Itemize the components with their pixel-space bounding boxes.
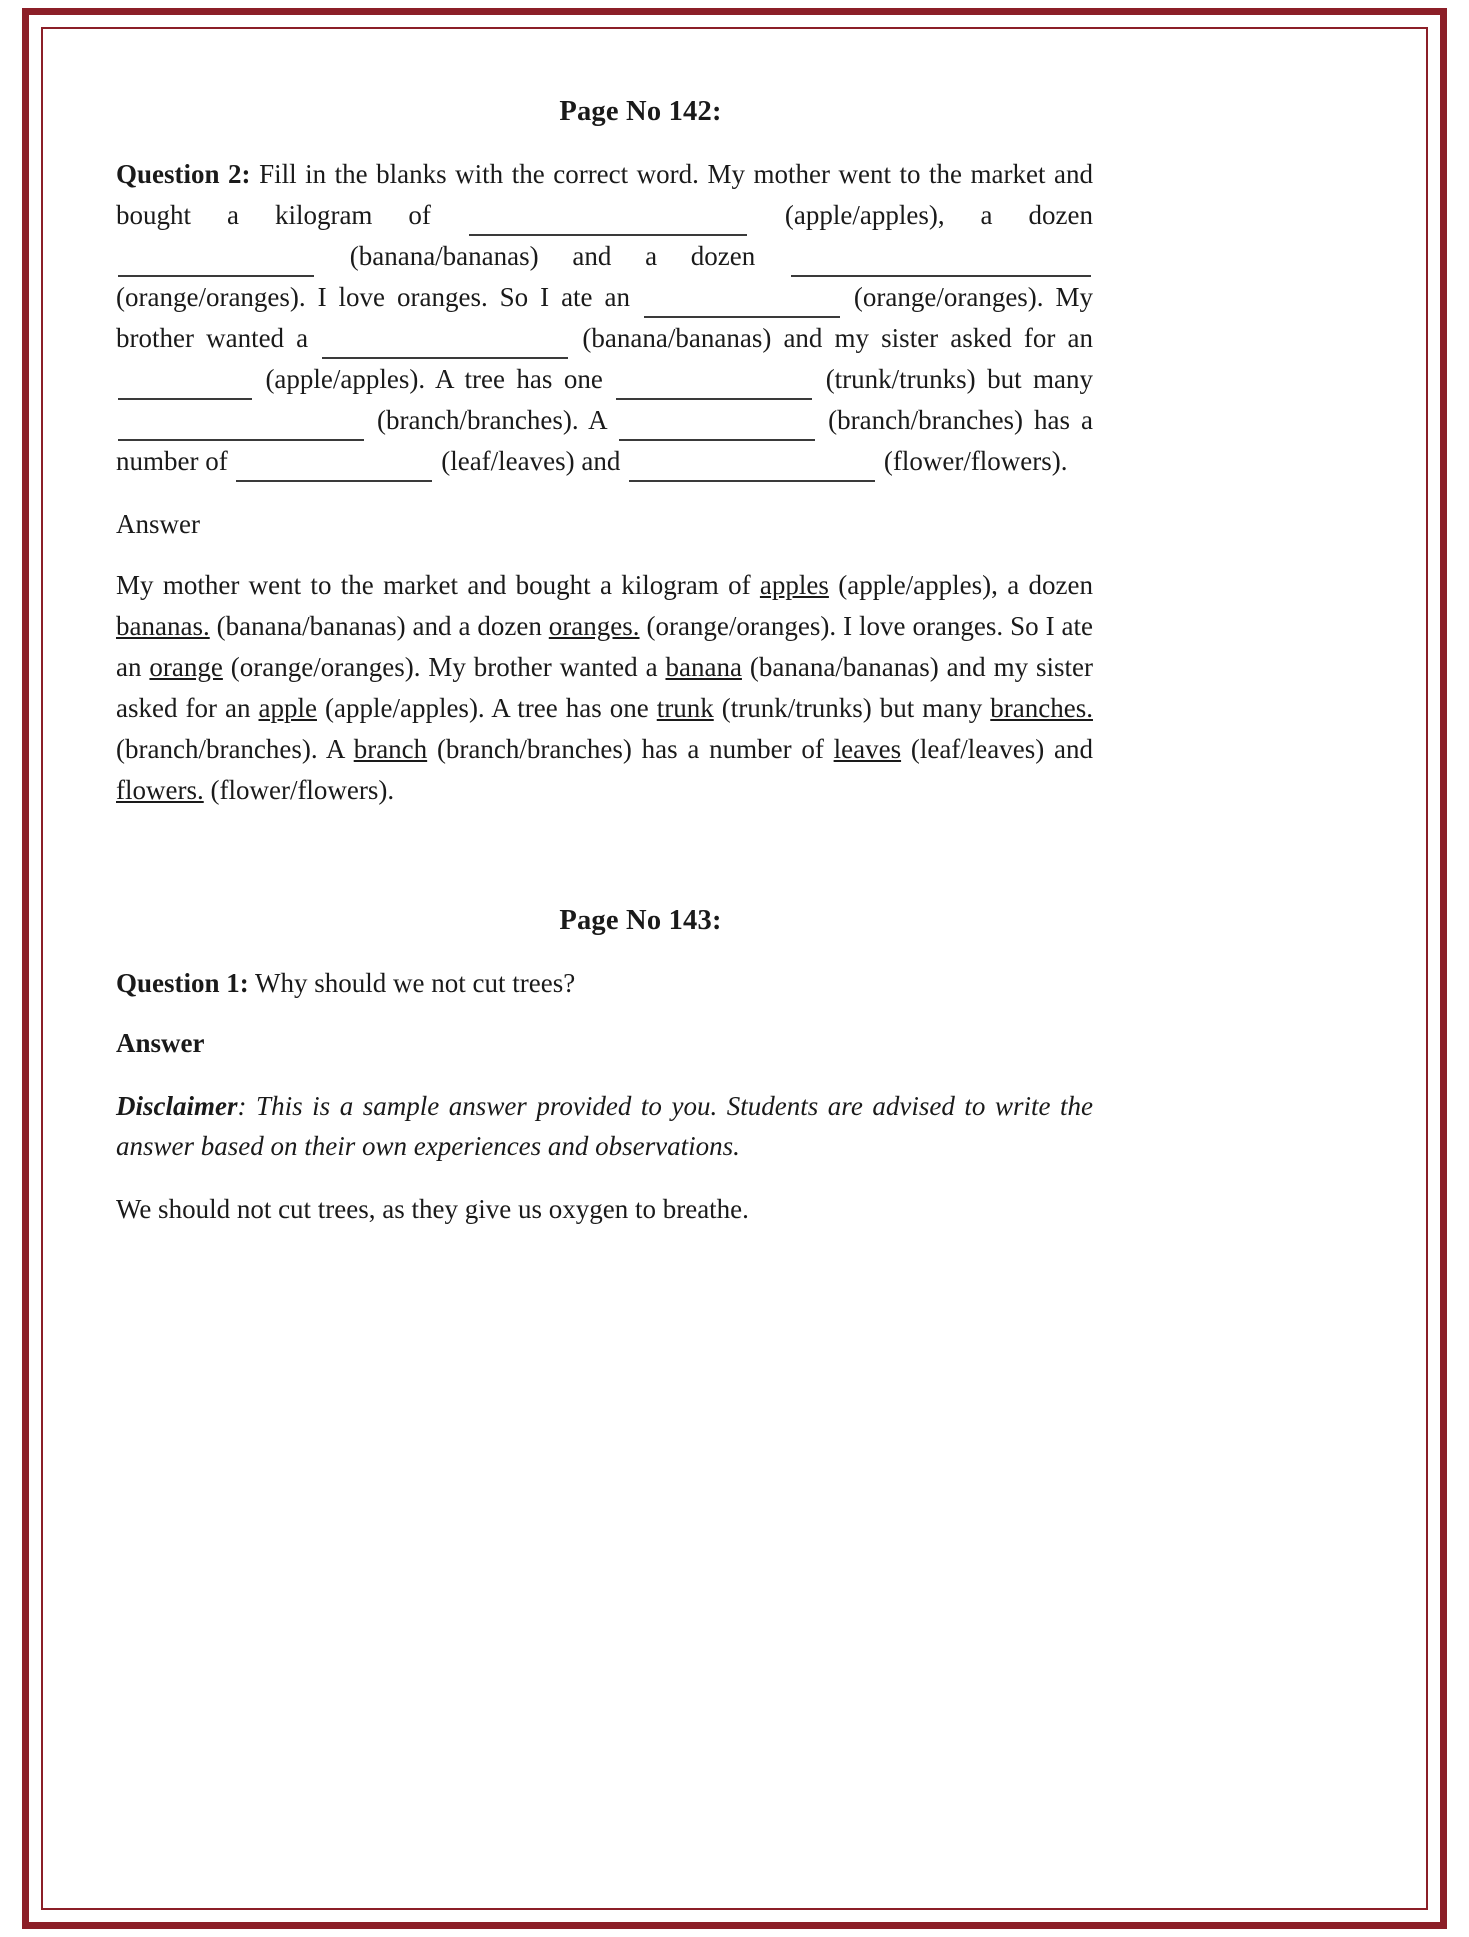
answer-label-142: Answer (116, 509, 200, 540)
question-2-text-p5: (orange/oranges). My brother wanted a (116, 282, 1094, 354)
question-2-text-p9: (branch/branches). A (377, 405, 607, 436)
answer-text-a11: (leaf/leaves) and (901, 733, 1093, 764)
question-2-text-p7: (apple/apples). A tree has one (265, 364, 603, 395)
section-spacer (116, 833, 1093, 905)
blank-1[interactable] (469, 205, 747, 236)
answer-label-143: Answer (116, 1028, 205, 1059)
answer-text-a9: (branch/branches). A (116, 733, 354, 764)
answer-word-oranges: oranges. (548, 610, 640, 641)
question-2-paragraph (116, 154, 1093, 482)
blank-5[interactable] (322, 328, 568, 359)
answer-text-a1: My mother went to the market and bought a kilogram of (116, 569, 760, 600)
answer-text-a7: (apple/apples). A tree has one (316, 692, 657, 723)
disclaimer-text: : This is a sample answer provided to you. Students are advised to write the answer based on their own experiences and observations. (116, 1090, 1093, 1162)
blank-4[interactable] (644, 287, 840, 318)
blank-8[interactable] (118, 410, 364, 441)
blank-7[interactable] (616, 369, 812, 400)
answer-word-apple: apple (258, 692, 317, 723)
answer-2-paragraph (116, 565, 1093, 811)
blank-2[interactable] (118, 246, 314, 277)
answer-text-a5: (orange/oranges). My brother wanted a (222, 651, 666, 682)
answer-word-branches: branches. (990, 692, 1093, 723)
document-content (116, 96, 1093, 1249)
page-142-heading: Page No 142: (559, 96, 722, 127)
answer-text-a6: (banana/bananas) and my sister asked for an (116, 651, 1093, 723)
page-143-heading: Page No 143: (559, 904, 722, 936)
blank-10[interactable] (236, 451, 432, 482)
answer-text-a2: (apple/apples), a dozen (828, 569, 1093, 600)
answer-1-text: We should not cut trees, as they give us oxygen to breathe. (116, 1193, 749, 1224)
answer-text-a12: (flower/flowers). (203, 774, 395, 805)
answer-text-a3: (banana/bananas) and a dozen (209, 610, 549, 641)
question-1-paragraph (116, 963, 1093, 1004)
question-1-label: Question 1: (116, 967, 249, 998)
blank-3[interactable] (791, 246, 1091, 277)
answer-text-a4: (orange/oranges). I love oranges. So I ate an (116, 610, 1093, 682)
question-2-text-p12: (flower/flowers). (883, 446, 1068, 477)
question-2-text-p1: Fill in the blanks with the correct word. My mother went to the market and bought a kilogram of (116, 159, 1093, 231)
answer-word-branch: branch (353, 733, 428, 764)
question-2-text-p6: (banana/bananas) and my sister asked for an (582, 323, 1093, 354)
blank-9[interactable] (619, 410, 815, 441)
answer-word-orange: orange (149, 651, 223, 682)
answer-word-banana: banana (665, 651, 742, 682)
disclaimer-paragraph (116, 1086, 1093, 1167)
answer-word-flowers: flowers. (116, 774, 204, 805)
question-2-text-p10: (branch/branches) has a number of (116, 405, 1094, 477)
disclaimer-label: Disclaimer (116, 1090, 238, 1121)
question-2-text-p3: (banana/bananas) and a dozen (349, 241, 756, 272)
question-2-text-p4: (orange/oranges). I love oranges. So I ate an (116, 282, 630, 313)
answer-word-bananas: bananas. (116, 610, 210, 641)
question-2-text-p2: (apple/apples), a dozen (784, 200, 1093, 231)
blank-6[interactable] (118, 369, 252, 400)
answer-word-trunk: trunk (656, 692, 714, 723)
question-1-text: Why should we not cut trees? (255, 967, 576, 998)
answer-text-a10: (branch/branches) has a number of (427, 733, 834, 764)
answer-word-leaves: leaves (833, 733, 902, 764)
answer-text-a8: (trunk/trunks) but many (713, 692, 991, 723)
answer-word-apples: apples (759, 569, 829, 600)
question-2-text-p8: (trunk/trunks) but many (825, 364, 1094, 395)
question-2-label: Question 2: (116, 159, 251, 189)
question-2-text-p11: (leaf/leaves) and (441, 446, 621, 477)
blank-11[interactable] (629, 451, 875, 482)
